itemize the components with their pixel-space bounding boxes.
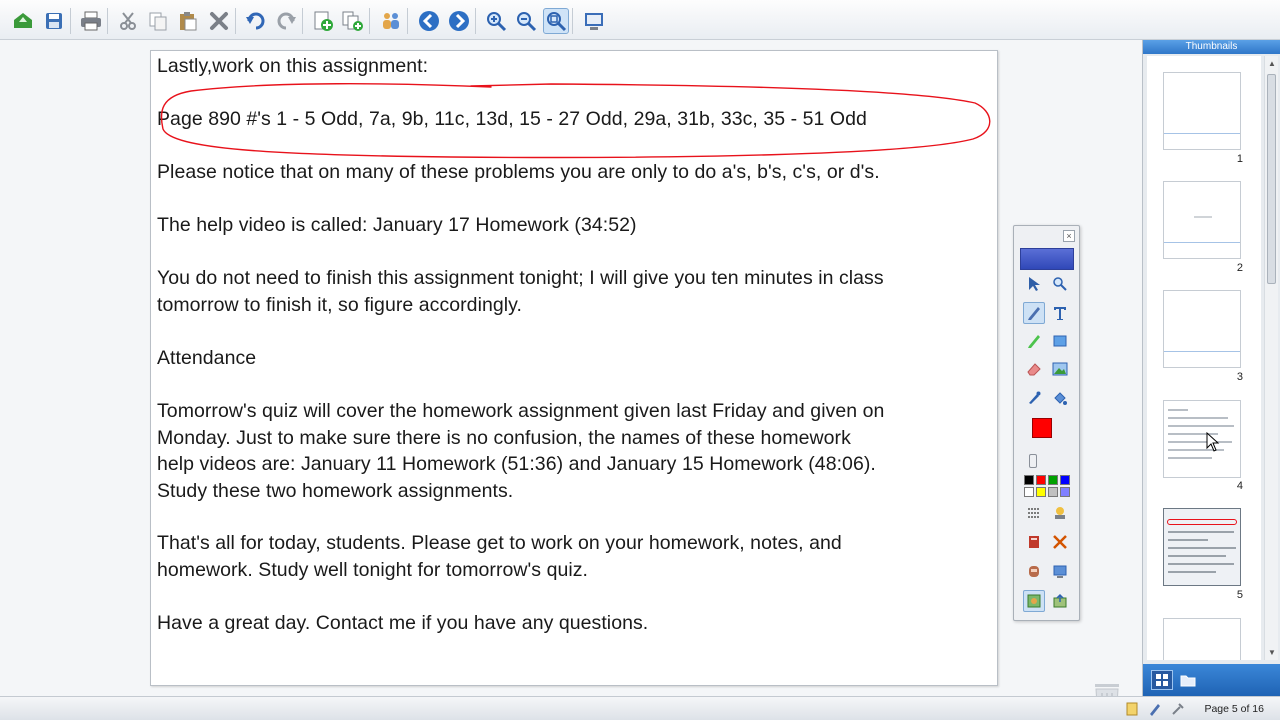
tools-icon[interactable] (1049, 531, 1071, 553)
tools-palette (1013, 225, 1080, 621)
pen-tool-icon[interactable] (1023, 302, 1045, 324)
color-swatch-green[interactable] (1048, 475, 1058, 485)
color-swatch-lavender[interactable] (1060, 487, 1070, 497)
previous-page-icon[interactable] (416, 8, 442, 34)
shape-tool-icon[interactable] (1049, 330, 1071, 352)
thumbnails-scrollbar[interactable] (1264, 56, 1278, 660)
thumbnail-page[interactable] (1163, 72, 1241, 150)
color-swatch-red[interactable] (1036, 475, 1046, 485)
notes-icon[interactable] (1124, 701, 1140, 717)
redo-icon[interactable] (273, 8, 299, 34)
text-line: Please notice that on many of these problems you are only to do a's, b's, c's, or d's. (157, 161, 880, 183)
highlighter-icon[interactable] (1023, 330, 1045, 352)
toolbar-separator (475, 8, 476, 34)
export-icon[interactable] (1049, 590, 1071, 612)
thumbnail-page[interactable] (1163, 181, 1241, 259)
book-icon[interactable] (1023, 531, 1045, 553)
text-line: Lastly,work on this assignment: (157, 55, 429, 77)
zoom-in-icon[interactable] (483, 8, 509, 34)
thumbnail-page-selected[interactable] (1163, 508, 1241, 586)
toolbar-separator (70, 8, 71, 34)
panel-footer (1143, 664, 1280, 696)
screen-capture-icon[interactable] (581, 8, 607, 34)
thumbnails-view-icon[interactable] (1151, 670, 1173, 690)
text-line: Attendance (157, 347, 257, 369)
save-icon[interactable] (41, 8, 67, 34)
palette-close-button[interactable]: × (1063, 230, 1075, 242)
toolbar-separator (107, 8, 108, 34)
stamp-icon[interactable] (1049, 502, 1071, 524)
mouse-cursor-icon (1206, 432, 1220, 452)
zoom-fit-icon[interactable] (543, 8, 569, 34)
text-line: That's all for today, students. Please get to work on your homework, notes, and (157, 532, 842, 554)
thumbnails-panel (1142, 40, 1280, 696)
text-line: Page 890 #'s 1 - 5 Odd, 7a, 9b, 11c, 13d, 15 - 27 Odd, 29a, 31b, 33c, 35 - 51 Odd (157, 108, 867, 130)
toolbar-separator (235, 8, 236, 34)
selected-color-swatch[interactable] (1032, 418, 1052, 438)
main-toolbar (0, 0, 1280, 40)
ink-annotation[interactable] (151, 51, 998, 686)
notebook-page[interactable] (150, 50, 998, 686)
thumbnail-page[interactable] (1163, 290, 1241, 368)
text-line: help videos are: January 11 Homework (51:36) and January 15 Homework (48:06). (157, 453, 876, 475)
cut-icon[interactable] (115, 8, 141, 34)
users-icon[interactable] (378, 8, 404, 34)
up-folder-icon[interactable] (10, 8, 36, 34)
toolbar-separator (302, 8, 303, 34)
toolbar-separator (407, 8, 408, 34)
color-swatch-gray[interactable] (1048, 487, 1058, 497)
next-page-icon[interactable] (446, 8, 472, 34)
toolbar-separator (572, 8, 573, 34)
thumbnail-number: 1 (1236, 153, 1243, 165)
thumbnail-page[interactable] (1163, 618, 1241, 660)
undo-icon[interactable] (243, 8, 269, 34)
screenshot-icon[interactable] (1049, 560, 1071, 582)
select-arrow-icon[interactable] (1023, 273, 1045, 295)
scroll-down-icon[interactable]: ▼ (1268, 648, 1276, 657)
line-style-icon[interactable] (1023, 502, 1045, 524)
folder-view-icon[interactable] (1177, 670, 1199, 690)
pen-status-icon[interactable] (1147, 701, 1163, 717)
magnifier-icon[interactable] (1049, 273, 1071, 295)
text-line: Tomorrow's quiz will cover the homework assignment given last Friday and given on (157, 400, 885, 422)
print-icon[interactable] (78, 8, 104, 34)
text-line: Have a great day. Contact me if you have any questions. (157, 612, 649, 634)
color-swatch-black[interactable] (1024, 475, 1034, 485)
settings-icon[interactable] (1170, 701, 1186, 717)
fill-tool-icon[interactable] (1049, 387, 1071, 409)
color-swatch-yellow[interactable] (1036, 487, 1046, 497)
dropper-icon[interactable] (1023, 387, 1045, 409)
image-tool-icon[interactable] (1049, 358, 1071, 380)
text-line: Study these two homework assignments. (157, 479, 514, 502)
scrollbar-thumb[interactable] (1267, 74, 1276, 284)
eraser-icon[interactable] (1023, 358, 1045, 380)
paste-icon[interactable] (175, 8, 201, 34)
copy-icon[interactable] (145, 8, 171, 34)
insert-page-icon[interactable] (340, 8, 366, 34)
add-page-icon[interactable] (310, 8, 336, 34)
gallery-icon[interactable] (1023, 590, 1045, 612)
thumbnail-number: 4 (1236, 480, 1243, 492)
text-line: You do not need to finish this assignment tonight; I will give you ten minutes in class (157, 267, 884, 289)
scroll-up-icon[interactable]: ▲ (1268, 59, 1276, 68)
thumbnail-number: 5 (1236, 589, 1243, 601)
width-slider-handle[interactable] (1029, 454, 1037, 468)
color-swatch-white[interactable] (1024, 487, 1034, 497)
panel-title: Thumbnails (1143, 40, 1280, 54)
thumbnail-number: 2 (1236, 262, 1243, 274)
thumbnail-number: 3 (1236, 371, 1243, 383)
workspace (0, 40, 1142, 696)
thumbnail-page[interactable] (1163, 400, 1241, 478)
text-line: The help video is called: January 17 Homework (34:52) (157, 214, 637, 236)
delete-icon[interactable] (206, 8, 232, 34)
page-indicator: Page 5 of 16 (1204, 703, 1264, 715)
pen-preview (1020, 248, 1074, 270)
text-tool-icon[interactable] (1049, 302, 1071, 324)
color-swatch-blue[interactable] (1060, 475, 1070, 485)
thumbnails-list (1147, 56, 1261, 660)
zoom-out-icon[interactable] (513, 8, 539, 34)
toolbar-separator (369, 8, 370, 34)
text-line: homework. Study well tonight for tomorrow's quiz. (157, 558, 589, 581)
camera-icon[interactable] (1023, 560, 1045, 582)
status-bar (0, 696, 1280, 720)
text-line: tomorrow to finish it, so figure accordingly. (157, 293, 522, 316)
text-line: Monday. Just to make sure there is no confusion, the names of these homework (157, 426, 851, 449)
